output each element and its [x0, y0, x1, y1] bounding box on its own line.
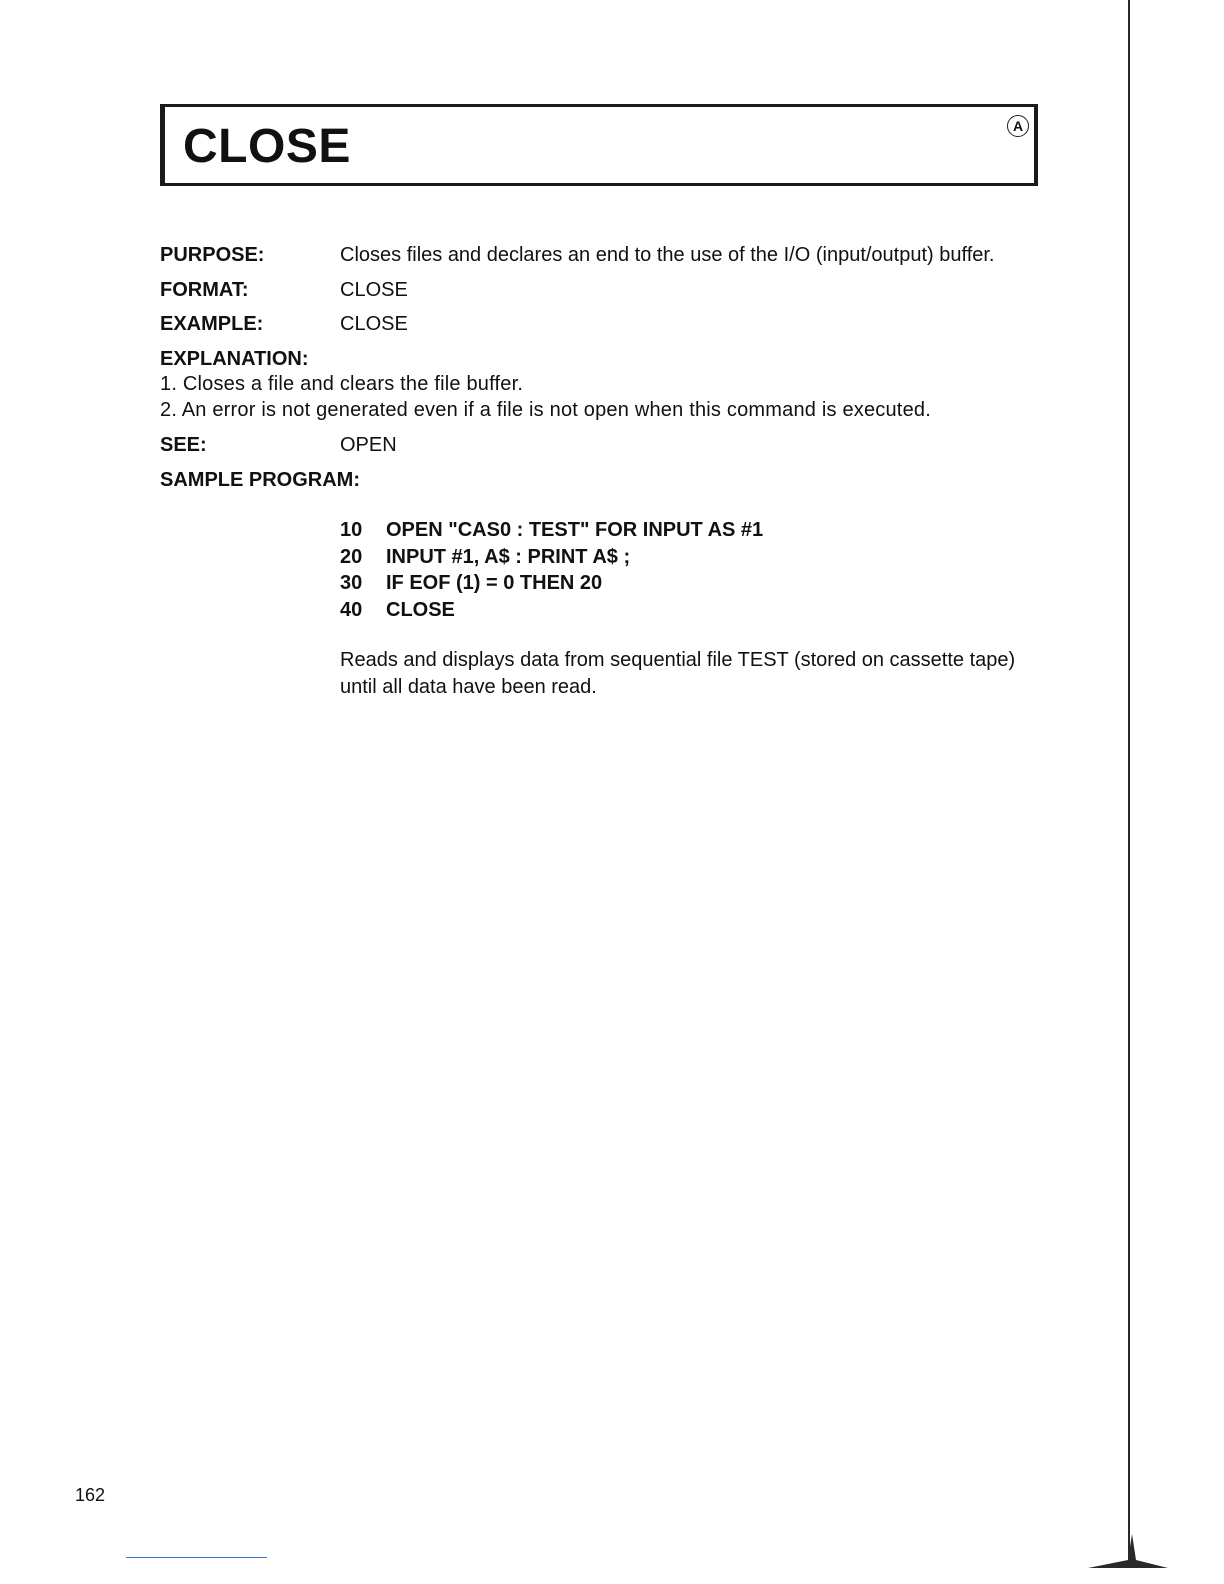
purpose-value: Closes files and declares an end to the use of the I/O (input/output) buffer. [340, 244, 995, 266]
format-row [160, 277, 408, 303]
example-label: EXAMPLE: [160, 313, 264, 335]
program-line [340, 517, 763, 544]
sample-program-label: SAMPLE PROGRAM: [160, 469, 360, 491]
line-code: OPEN "CAS0 : TEST" FOR INPUT AS #1 [386, 519, 764, 541]
explanation-heading-row [160, 346, 309, 372]
line-code: CLOSE [386, 598, 455, 621]
program-listing [340, 517, 763, 623]
page-title: CLOSE [183, 120, 351, 173]
scan-corner-mark [1088, 1530, 1168, 1570]
see-label: SEE: [160, 434, 207, 456]
version-badge: A [1007, 115, 1029, 137]
line-code: IF EOF (1) = 0 THEN 20 [386, 572, 603, 594]
explanation-label: EXPLANATION: [160, 348, 309, 370]
see-value: OPEN [340, 434, 397, 456]
binding-edge-rule [1128, 0, 1130, 1560]
explanation-item-2: 2. An error is not generated even if a file is not open when this command is executed. [160, 399, 931, 421]
example-value: CLOSE [340, 313, 408, 335]
line-number: 30 [340, 572, 363, 594]
explanation-item-1: 1. Closes a file and clears the file buffer. [160, 373, 524, 395]
line-number: 40 [340, 598, 363, 621]
line-number: 10 [340, 519, 363, 541]
example-row [160, 311, 408, 337]
program-description: Reads and displays data from sequential file TEST (stored on cassette tape) until all data have been read. [340, 649, 1016, 698]
sample-program-heading-row [160, 467, 360, 493]
line-number: 20 [340, 545, 363, 568]
format-label: FORMAT: [160, 279, 249, 301]
program-line [340, 597, 763, 624]
page-number: 162 [75, 1485, 106, 1505]
program-line [340, 544, 763, 571]
see-row [160, 432, 397, 458]
title-box [160, 104, 1038, 186]
line-code: INPUT #1, A$ : PRINT A$ ; [386, 545, 631, 568]
program-line [340, 570, 763, 597]
bottom-link-line [126, 1557, 267, 1558]
purpose-label: PURPOSE: [160, 244, 265, 266]
format-value: CLOSE [340, 279, 408, 301]
purpose-row [160, 242, 994, 268]
